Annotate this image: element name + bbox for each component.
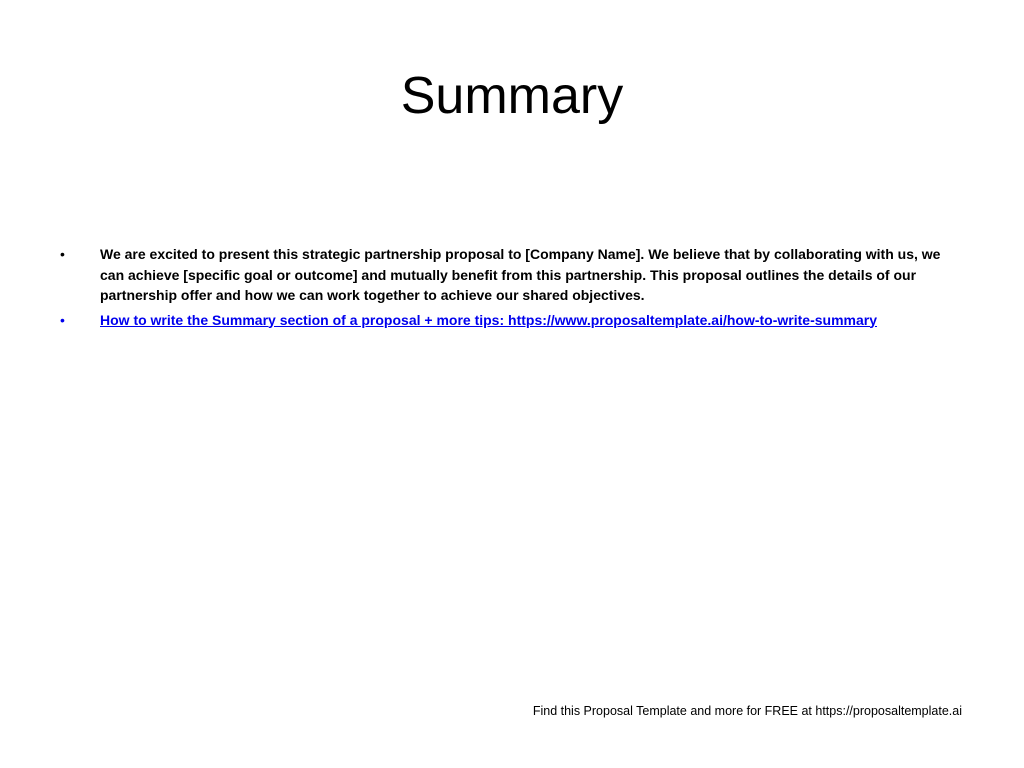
bullet-item-link	[60, 310, 960, 331]
bullet-marker: •	[60, 246, 65, 262]
slide-title: Summary	[400, 67, 624, 125]
bullet-list	[60, 244, 960, 334]
bullet-item-intro	[60, 244, 960, 306]
bullet-text: We are excited to present this strategic partnership proposal to [Company Name]. We believe that by collaborating with us, we can achieve [specific goal or outcome] and mutually benefit from this partnership. This proposal outlines the details of our partnership offer and how we can work together to achieve our shared objectives.	[100, 246, 941, 303]
bullet-marker: •	[60, 311, 65, 328]
summary-tips-link[interactable]: How to write the Summary section of a proposal + more tips: https://www.proposaltemplate.ai/how-to-write-summary	[100, 311, 877, 328]
footer-note: Find this Proposal Template and more for FREE at https://proposaltemplate.ai	[532, 704, 962, 718]
